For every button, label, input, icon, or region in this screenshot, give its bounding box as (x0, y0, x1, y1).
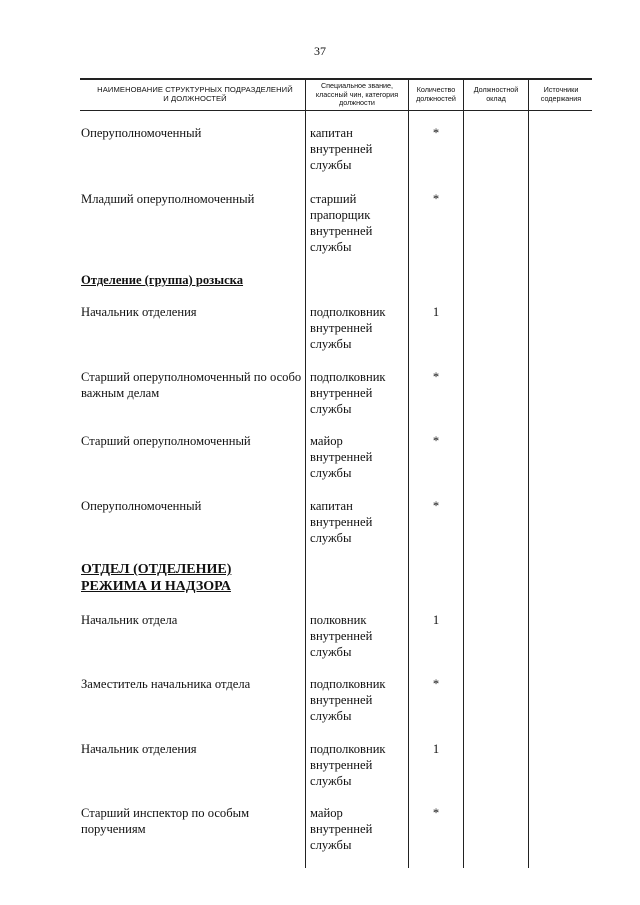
position-name: Старший оперуполномоченный (81, 434, 251, 448)
position-count: * (432, 499, 440, 513)
position-rank: майор внутренней службы (310, 806, 373, 852)
position-name: Старший оперуполномоченный по особо важным делам (81, 370, 302, 400)
position-rank: подполковник внутренней службы (310, 370, 386, 416)
section-heading-major: ОТДЕЛ (ОТДЕЛЕНИЕ) РЕЖИМА И НАДЗОРА (81, 562, 232, 594)
column-divider-2 (408, 79, 409, 868)
column-divider-4 (528, 79, 529, 868)
section-heading: Отделение (группа) розыска (81, 273, 244, 287)
position-name: Заместитель начальника отдела (81, 677, 251, 691)
position-rank: капитан внутренней службы (310, 499, 373, 545)
position-count: 1 (432, 305, 440, 319)
position-rank: подполковник внутренней службы (310, 742, 386, 788)
position-name: Начальник отдела (81, 613, 178, 627)
page-number: 37 (314, 44, 326, 58)
position-name: Начальник отделения (81, 305, 197, 319)
position-name: Оперуполномоченный (81, 126, 202, 140)
column-divider-3 (463, 79, 464, 868)
header-position-count: Количество должностей (416, 85, 456, 103)
header-structural-units: НАИМЕНОВАНИЕ СТРУКТУРНЫХ ПОДРАЗДЕЛЕНИЙ И ДОЛЖНОСТЕЙ (97, 85, 293, 103)
position-count: 1 (432, 742, 440, 756)
position-count: * (432, 192, 440, 206)
position-count: * (432, 434, 440, 448)
position-rank: старший прапорщик внутренней службы (310, 192, 373, 254)
position-name: Начальник отделения (81, 742, 197, 756)
header-funding-sources: Источники содержания (540, 85, 582, 103)
position-count: * (432, 126, 440, 140)
position-rank: полковник внутренней службы (310, 613, 373, 659)
position-name: Младший оперуполномоченный (81, 192, 255, 206)
position-count: * (432, 806, 440, 820)
position-rank: подполковник внутренней службы (310, 677, 386, 723)
position-count: 1 (432, 613, 440, 627)
header-salary: Должностной оклад (473, 85, 519, 103)
position-rank: подполковник внутренней службы (310, 305, 386, 351)
position-rank: капитан внутренней службы (310, 126, 373, 172)
position-count: * (432, 370, 440, 384)
position-name: Оперуполномоченный (81, 499, 202, 513)
header-special-rank: Специальное звание, классный чин, категория должности (315, 81, 399, 108)
position-name: Старший инспектор по особым поручениям (81, 806, 250, 836)
header-bottom-border (80, 110, 592, 111)
position-count: * (432, 677, 440, 691)
position-rank: майор внутренней службы (310, 434, 373, 480)
